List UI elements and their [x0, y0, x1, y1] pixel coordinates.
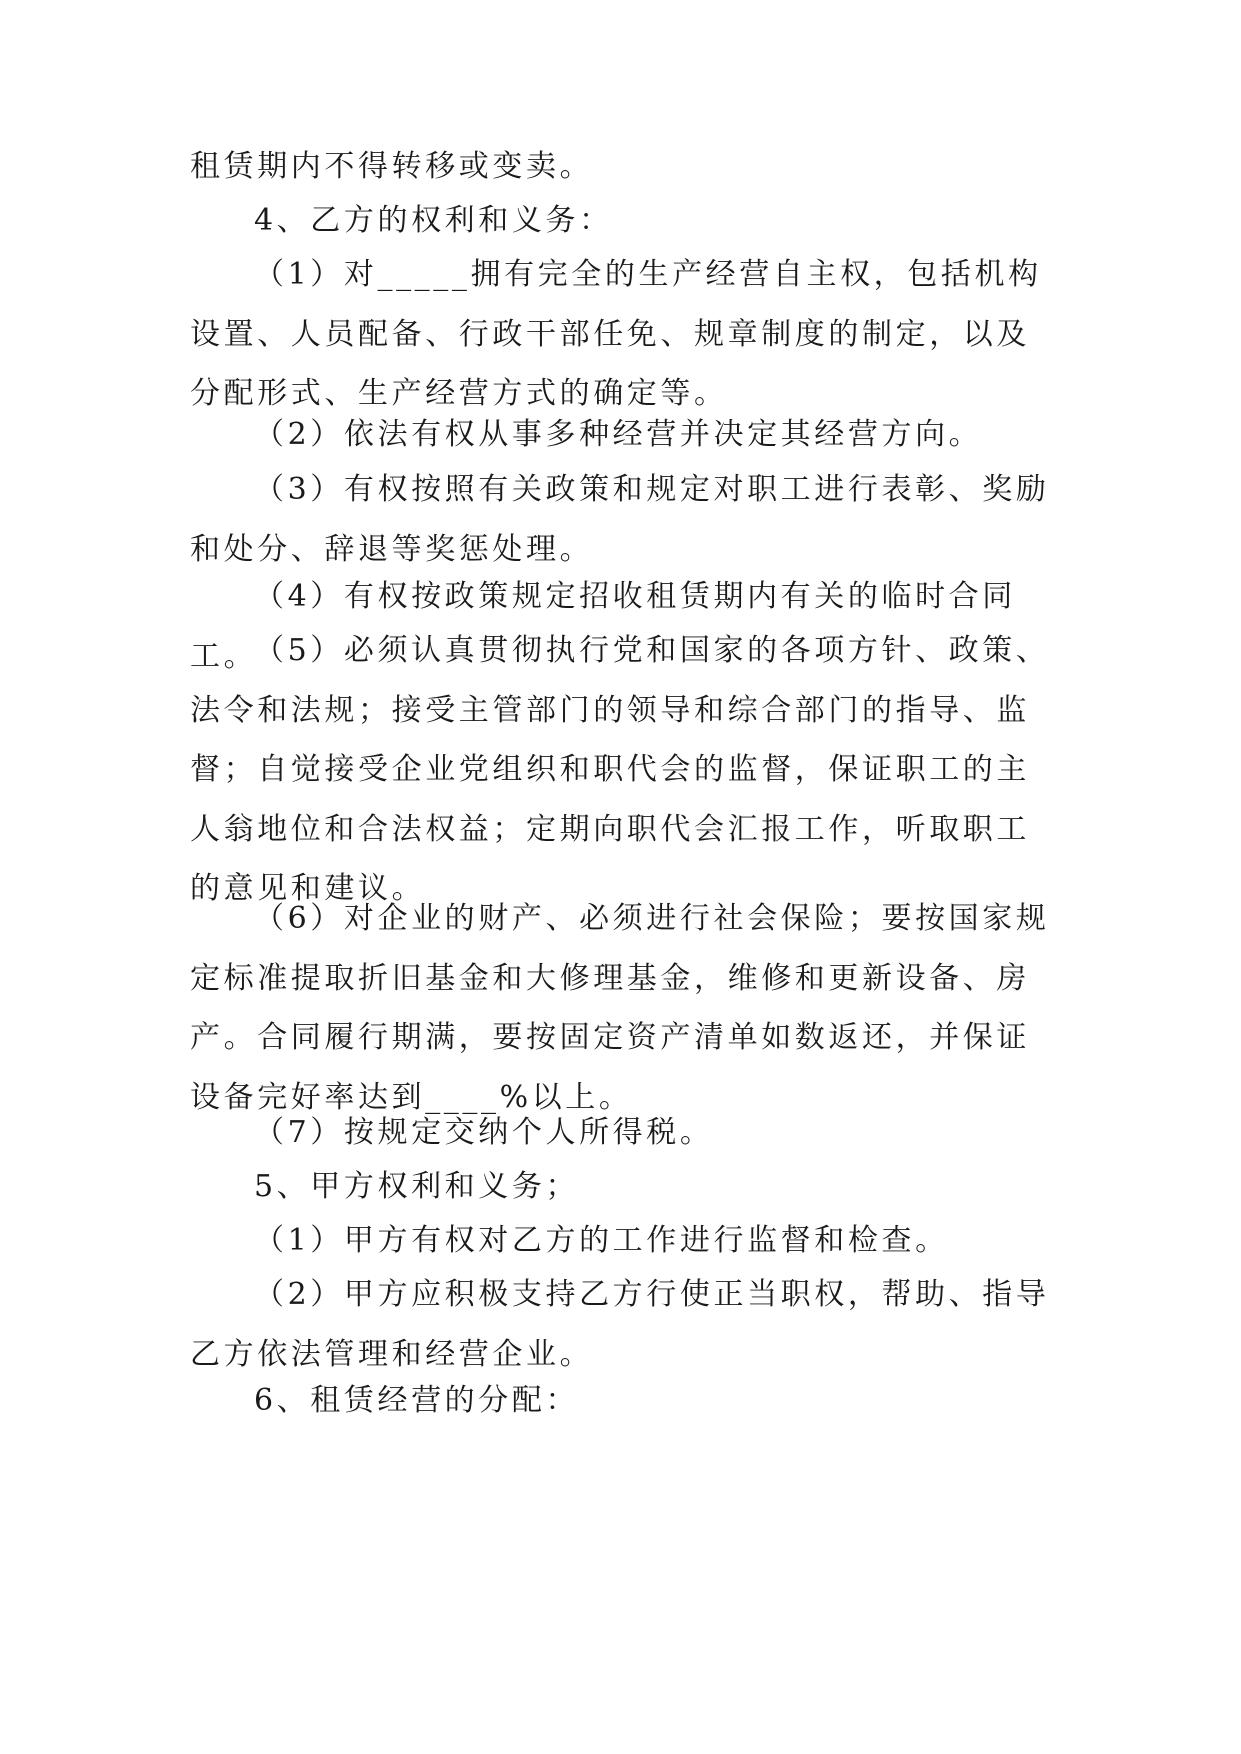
paragraph-item-3: （3）有权按照有关政策和规定对职工进行表彰、奖励和处分、辞退等奖惩处理。 [190, 472, 1050, 567]
paragraph-item-2: （2）依法有权从事多种经营并决定其经营方向。 [254, 417, 983, 452]
paragraph-item-5-1: （1）甲方有权对乙方的工作进行监督和检查。 [254, 1223, 949, 1258]
paragraph-item-5: （5）必须认真贯彻执行党和国家的各项方针、政策、法令和法规；接受主管部门的领导和综合部门的指导、监督；自觉接受企业党组织和职代会的监督，保证职工的主人翁地位和合法权益；定期向职代会汇报工作，听取职工的意见和建议。 [190, 633, 1050, 906]
paragraph-item-1: （1）对_____拥有完全的生产经营自主权，包括机构设置、人员配备、行政干部任免、规章制度的制定，以及分配形式、生产经营方式的确定等。 [190, 257, 1042, 411]
section-heading-6: 6、租赁经营的分配： [254, 1383, 580, 1418]
paragraph-item-7: （7）按规定交纳个人所得税。 [254, 1115, 714, 1150]
section-heading-5: 5、甲方权利和义务； [254, 1169, 580, 1204]
paragraph-item-4: （4）有权按政策规定招收租赁期内有关的临时合同工。 [190, 579, 1016, 674]
paragraph-item-6: （6）对企业的财产、必须进行社会保险；要按国家规定标准提取折旧基金和大修理基金，维修和更新设备、房产。合同履行期满，要按固定资产清单如数返还，并保证设备完好率达到____%以上。 [190, 901, 1050, 1115]
paragraph-item-5-2: （2）甲方应积极支持乙方行使正当职权，帮助、指导乙方依法管理和经营企业。 [190, 1277, 1050, 1372]
section-heading-4: 4、乙方的权利和义务： [254, 203, 613, 238]
paragraph-continuation: 租赁期内不得转移或变卖。 [190, 149, 594, 184]
